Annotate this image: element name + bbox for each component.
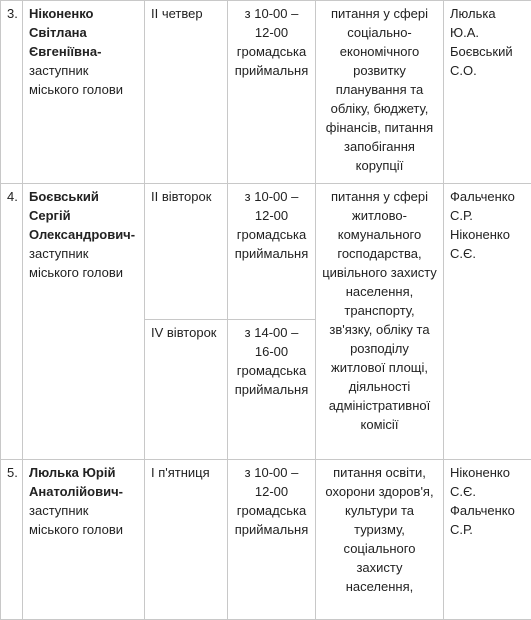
scope-of-issues: питання у сфері соціально-економічного розвитку планування та обліку, бюджету, фінансів, питання запобігання корупції — [316, 1, 444, 184]
person-cell — [23, 460, 145, 620]
row-number: 3. — [1, 1, 23, 184]
scope-of-issues: питання освіти, охорони здоров'я, культури та туризму, соціального захисту населення, — [316, 460, 444, 620]
row-number: 4. — [1, 184, 23, 460]
person-position: заступник міського голови — [29, 61, 138, 99]
reception-time: з 14-00 – 16-00 громадська приймальня — [228, 320, 316, 460]
substitutes: Люлька Ю.А. Боєвський С.О. — [444, 1, 531, 184]
reception-time: з 10-00 – 12-00 громадська приймальня — [228, 1, 316, 184]
person-name: Боєвський Сергій Олександрович- — [29, 187, 138, 244]
reception-day: ІІ четвер — [145, 1, 228, 184]
person-position: заступник міського голови — [29, 244, 138, 282]
reception-day: IV вівторок — [145, 320, 228, 460]
reception-time: з 10-00 – 12-00 громадська приймальня — [228, 184, 316, 320]
scope-of-issues: питання у сфері житлово-комунального господарства, цивільного захисту населення, транспорту, зв'язку, обліку та розподілу житлової площі, діяльності адміністративної комісії — [316, 184, 444, 460]
person-cell — [23, 1, 145, 184]
substitutes: Ніконенко С.Є. Фальченко С.Р. — [444, 460, 531, 620]
reception-time: з 10-00 – 12-00 громадська приймальня — [228, 460, 316, 620]
person-name: Ніконенко Світлана Євгеніївна- — [29, 4, 138, 61]
person-cell — [23, 184, 145, 460]
row-number: 5. — [1, 460, 23, 620]
table-row — [1, 184, 531, 320]
substitutes: Фальченко С.Р. Ніконенко С.Є. — [444, 184, 531, 460]
reception-day: ІІ вівторок — [145, 184, 228, 320]
table-row — [1, 460, 531, 620]
reception-day: І п'ятниця — [145, 460, 228, 620]
table-row — [1, 1, 531, 184]
person-position: заступник міського голови — [29, 501, 138, 539]
person-name: Люлька Юрій Анатолійович- — [29, 463, 138, 501]
